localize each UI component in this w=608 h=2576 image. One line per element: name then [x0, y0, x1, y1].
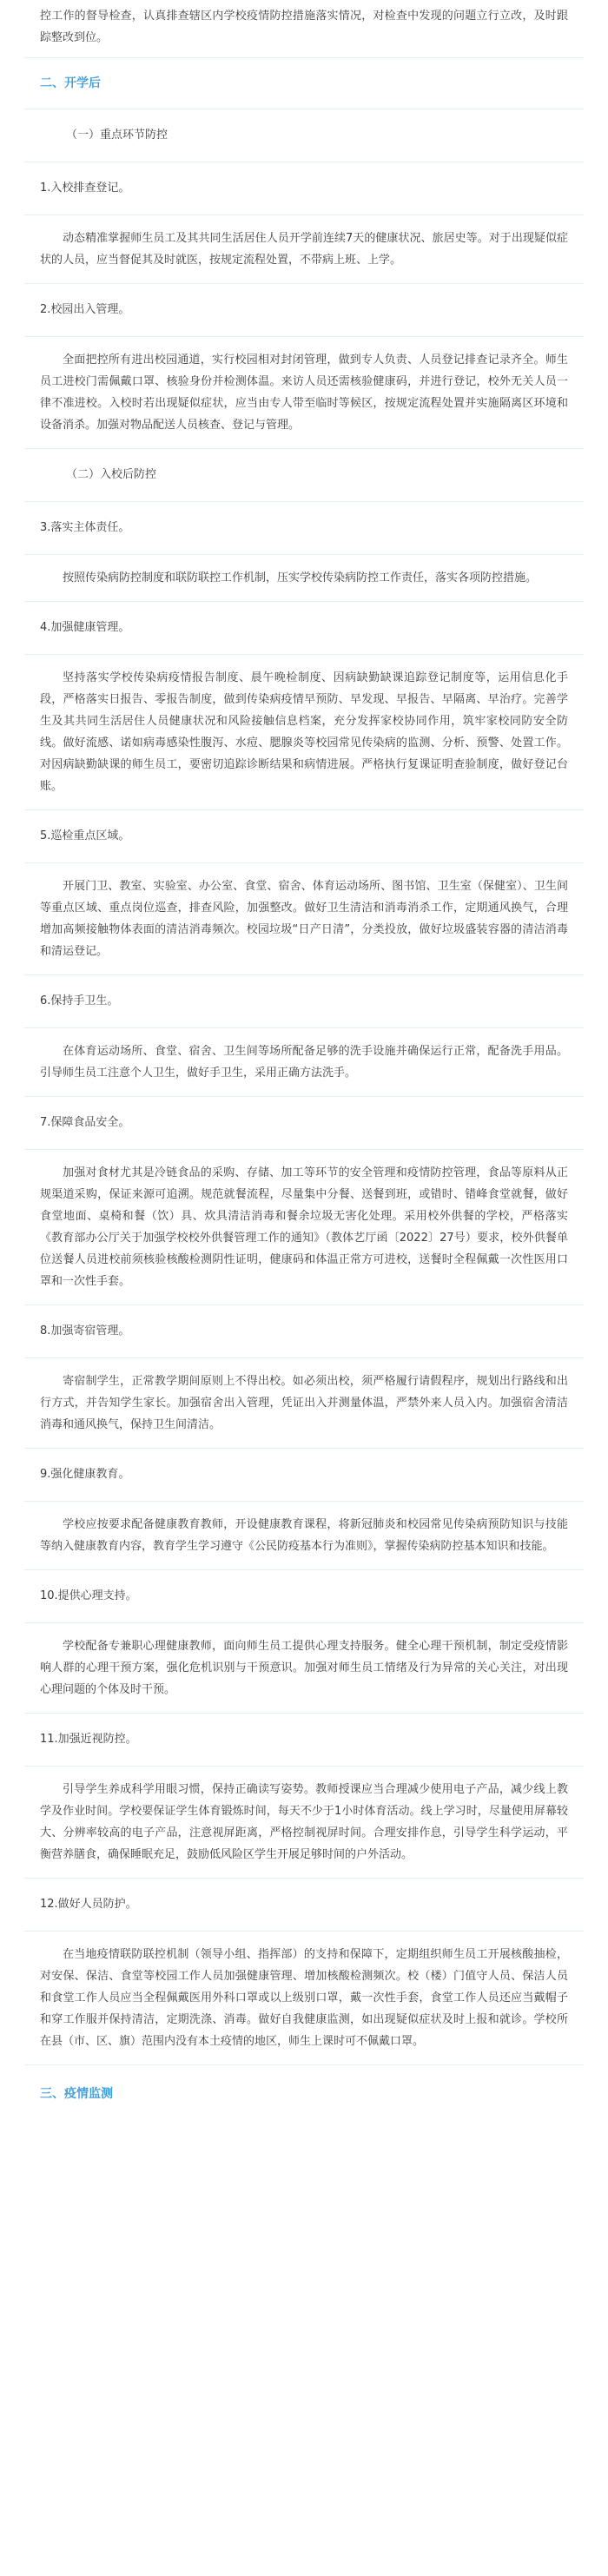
- item-paragraph: 开展门卫、教室、实验室、办公室、食堂、宿舍、体育运动场所、图书馆、卫生室（保健室）、卫生间等重点区域、重点岗位巡查，排查风险，加强整改。做好卫生清洁和消毒消杀工作，定期通风换气，合理增加高频接触物体表面的清洁消毒频次。校园垃圾“日产日清”，分类投放，做好垃圾盛装容器的清洁消毒和清运登记。: [40, 880, 568, 958]
- item-paragraph: 按照传染病防控制度和联防联控工作机制，压实学校传染病防控工作责任，落实各项防控措施。: [63, 571, 538, 585]
- item-paragraph: 学校应按要求配备健康教育教师，开设健康教育课程，将新冠肺炎和校园常见传染病预防知识与技能等纳入健康教育内容，教育学生学习遵守《公民防疫基本行为准则》，掌握传染病防控基本知识和技能。: [40, 1518, 568, 1553]
- item-heading: 8.加强寄宿管理。: [40, 1324, 130, 1338]
- item-list-after-entry: [24, 502, 584, 2065]
- item-heading: 1.入校排查登记。: [40, 182, 130, 195]
- item-paragraph: 寄宿制学生，正常教学期间原则上不得出校。如必须出校，须严格履行请假程序，规划出行路线和出行方式，并告知学生家长。加强宿舍出入管理，凭证出入并测量体温，严禁外来人员入内。加强宿舍清洁消毒和通风换气，保持卫生间清洁。: [40, 1375, 568, 1431]
- item-paragraph: 在当地疫情联防联控机制（领导小组、指挥部）的支持和保障下，定期组织师生员工开展核酸抽检，对安保、保洁、食堂等校园工作人员加强健康管理、增加核酸检测频次。校（楼）门值守人员、保洁人员和食堂工作人员应当全程佩戴医用外科口罩或以上级别口罩，戴一次性手套，食堂工作人员还应当戴帽子和穿工作服并保持清洁，定期洗涤、消毒。做好自我健康监测，如出现疑似症状及时上报和就诊。学校所在县（市、区、旗）范围内没有本土疫情的地区，师生上课时可不佩戴口罩。: [40, 1948, 568, 2048]
- item-paragraph: 加强对食材尤其是冷链食品的采购、存储、加工等环节的安全管理和疫情防控管理，食品等原料从正规渠道采购，保证来源可追溯。规范就餐流程，尽量集中分餐、送餐到班，或错时、错峰食堂就餐，做好食堂地面、桌椅和餐（饮）具、炊具清洁消毒和餐余垃圾无害化处理。采用校外供餐的学校，严格落实《教育部办公厅关于加强学校校外供餐管理工作的通知》（教体艺厅函〔2022〕27号）要求，校外供餐单位送餐人员进校前须核验核酸检测阴性证明，健康码和体温正常方可进校，送餐时全程佩戴一次性医用口罩和一次性手套。: [40, 1166, 568, 1288]
- item-paragraph: 学校配备专兼职心理健康教师，面向师生员工提供心理支持服务。健全心理干预机制，制定受疫情影响人群的心理干预方案，强化危机识别与干预意识。加强对师生员工情绪及行为异常的关心关注，对出现心理问题的个体及时干预。: [40, 1640, 568, 1696]
- item-heading: 12.做好人员防护。: [40, 1898, 137, 1911]
- item-paragraph: 动态精准掌握师生员工及其共同生活居住人员开学前连续7天的健康状况、旅居史等。对于出现疑似症状的人员，应当督促其及时就医，按规定流程处置，不带病上班、上学。: [40, 232, 568, 267]
- section-heading-after-school-start: 二、开学后: [40, 76, 101, 90]
- item-heading: 10.提供心理支持。: [40, 1589, 137, 1602]
- item-heading: 2.校园出入管理。: [40, 303, 130, 316]
- subsection-heading-after-entry: （二）入校后防控: [66, 468, 157, 481]
- section-heading-epidemic-monitoring: 三、疫情监测: [40, 2087, 113, 2101]
- item-heading: 7.保障食品安全。: [40, 1116, 130, 1129]
- item-heading: 4.加强健康管理。: [40, 621, 130, 634]
- item-heading: 3.落实主体责任。: [40, 521, 130, 534]
- item-paragraph: 全面把控所有进出校园通道，实行校园相对封闭管理，做到专人负责、人员登记排查记录齐全。师生员工进校门需佩戴口罩、核验身份并检测体温。来访人员还需核验健康码，并进行登记，校外无关人员一律不准进校。入校时若出现疑似症状，应当由专人带至临时等候区，按规定流程处置并实施隔离区环境和设备消杀。加强对物品配送人员核查、登记与管理。: [40, 353, 568, 432]
- intro-tail-paragraph: 控工作的督导检查，认真排查辖区内学校疫情防控措施落实情况，对检查中发现的问题立行立改，及时跟踪整改到位。: [40, 10, 568, 44]
- item-heading: 5.巡检重点区域。: [40, 829, 130, 842]
- item-paragraph: 引导学生养成科学用眼习惯，保持正确读写姿势。教师授课应当合理减少使用电子产品，减少线上教学及作业时间。学校要保证学生体育锻炼时间，每天不少于1小时体育活动。线上学习时，尽量使用屏幕较大、分辨率较高的电子产品，注意视屏距离，严格控制视屏时间。合理安排作息，引导学生科学运动，平衡营养膳食，确保睡眠充足，鼓励低风险区学生开展足够时间的户外活动。: [40, 1783, 568, 1861]
- item-heading: 6.保持手卫生。: [40, 994, 119, 1007]
- item-paragraph: 在体育运动场所、食堂、宿舍、卫生间等场所配备足够的洗手设施并确保运行正常，配备洗手用品。引导师生员工注意个人卫生，做好手卫生，采用正确方法洗手。: [40, 1045, 568, 1080]
- item-heading: 9.强化健康教育。: [40, 1468, 130, 1481]
- subsection-heading-key-links: （一）重点环节防控: [66, 129, 169, 142]
- item-paragraph: 坚持落实学校传染病疫情报告制度、晨午晚检制度、因病缺勤缺课追踪登记制度等，运用信息化手段，严格落实日报告、零报告制度，做到传染病疫情早预防、早发现、早报告、早隔离、早治疗。完善学生及其共同生活居住人员健康状况和风险接触信息档案，充分发挥家校协同作用，筑牢家校同防安全防线。做好流感、诺如病毒感染性腹泻、水痘、腮腺炎等校园常见传染病的监测、分析、预警、处置工作。对因病缺勤缺课的师生员工，要密切追踪诊断结果和病情进展。严格执行复课证明查验制度，做好登记台账。: [40, 671, 568, 793]
- item-heading: 11.加强近视防控。: [40, 1733, 137, 1746]
- item-list-key-links: [24, 162, 584, 449]
